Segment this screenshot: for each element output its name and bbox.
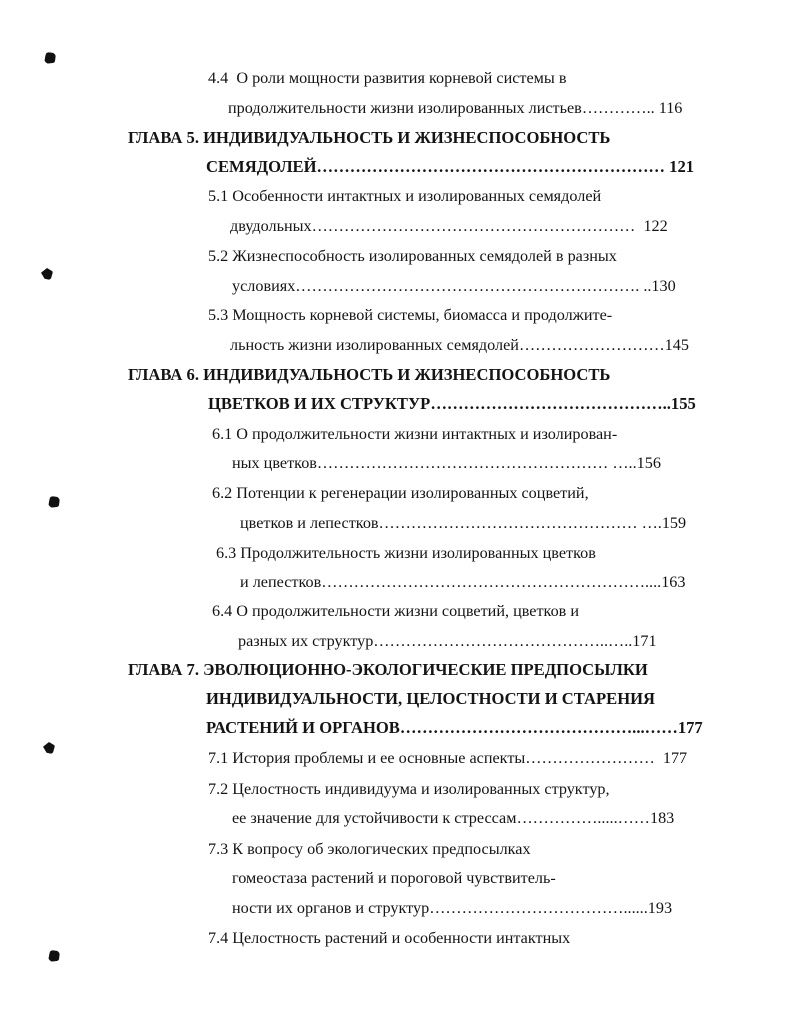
toc-entry: 7.4 Целостность растений и особенности интактных xyxy=(208,929,571,947)
punch-hole-mark xyxy=(44,52,56,64)
toc-entry: 5.1 Особенности интактных и изолированных семядолей xyxy=(208,187,602,205)
chapter-heading: ГЛАВА 5. ИНДИВИДУАЛЬНОСТЬ И ЖИЗНЕСПОСОБНОСТЬ xyxy=(128,128,611,147)
chapter-heading: ГЛАВА 7. ЭВОЛЮЦИОННО-ЭКОЛОГИЧЕСКИЕ ПРЕДПОСЫЛКИ xyxy=(128,660,648,679)
toc-entry: ности их органов и структур………………………………......193 xyxy=(232,899,673,917)
toc-entry: цветков и лепестков………………………………………… ….159 xyxy=(240,514,687,532)
toc-entry: гомеостаза растений и пороговой чувствитель- xyxy=(232,869,556,887)
toc-entry: 6.1 О продолжительности жизни интактных и изолирован- xyxy=(212,425,618,443)
toc-entry: 7.2 Целостность индивидуума и изолированных структур, xyxy=(208,780,610,798)
chapter-heading: СЕМЯДОЛЕЙ……………………………………………………… 121 xyxy=(206,157,695,176)
punch-hole-mark xyxy=(48,496,60,508)
toc-entry: двудольных…………………………………………………… 122 xyxy=(230,217,668,235)
toc-entry: разных их структур……………………………………..…..171 xyxy=(238,632,657,650)
chapter-heading: РАСТЕНИЙ И ОРГАНОВ……………………………………...……177 xyxy=(206,718,703,737)
punch-hole-mark xyxy=(41,268,53,280)
toc-entry: 6.3 Продолжительность жизни изолированных цветков xyxy=(216,544,596,562)
chapter-heading: ИНДИВИДУАЛЬНОСТИ, ЦЕЛОСТНОСТИ И СТАРЕНИЯ xyxy=(206,689,656,708)
toc-entry: ных цветков……………………………………………… …..156 xyxy=(232,454,661,472)
toc-entry: 6.4 О продолжительности жизни соцветий, цветков и xyxy=(212,602,580,620)
toc-entry: 5.2 Жизнеспособность изолированных семядолей в разных xyxy=(208,247,617,265)
toc-entry: 7.3 К вопросу об экологических предпосылках xyxy=(208,840,531,858)
toc-entry: и лепестков……………………………………………………....163 xyxy=(240,573,686,591)
toc-entry: 4.4 О роли мощности развития корневой системы в xyxy=(208,69,567,87)
toc-entry: 7.1 История проблемы и ее основные аспекты…………………… 177 xyxy=(208,749,688,767)
toc-entry: условиях………………………………………………………. ..130 xyxy=(232,277,676,295)
toc-entry: ее значение для устойчивости к стрессам…………….....……183 xyxy=(232,809,675,827)
toc-entry: льность жизни изолированных семядолей………………………145 xyxy=(230,336,689,354)
punch-hole-mark xyxy=(43,742,55,754)
punch-hole-mark xyxy=(48,950,60,962)
chapter-heading: ЦВЕТКОВ И ИХ СТРУКТУР……………………………………..155 xyxy=(208,394,696,413)
chapter-heading: ГЛАВА 6. ИНДИВИДУАЛЬНОСТЬ И ЖИЗНЕСПОСОБНОСТЬ xyxy=(128,365,611,384)
toc-entry: продолжительности жизни изолированных листьев………….. 116 xyxy=(228,99,683,117)
toc-entry: 6.2 Потенции к регенерации изолированных соцветий, xyxy=(212,484,589,502)
toc-entry: 5.3 Мощность корневой системы, биомасса и продолжите- xyxy=(208,306,613,324)
